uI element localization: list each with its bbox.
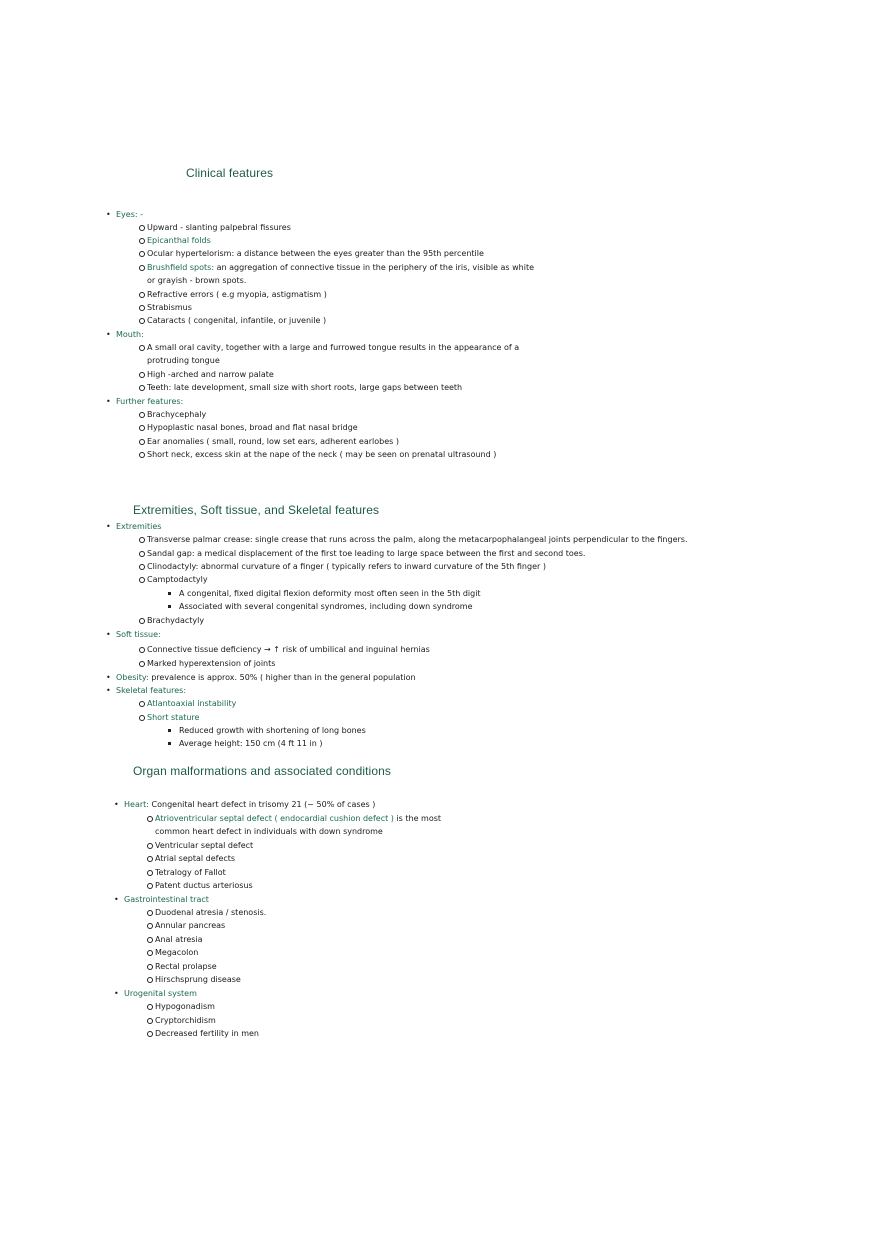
bullet-circle: [139, 452, 145, 458]
heart-line: [124, 800, 375, 810]
heart-item: Tetralogy of Fallot: [155, 868, 226, 877]
bullet-circle: [139, 618, 145, 624]
urogenital-label: Urogenital system: [124, 989, 197, 998]
bullet-circle: [139, 425, 145, 431]
mouth-item: Teeth: late development, small size with short roots, large gaps between teeth: [147, 383, 463, 392]
bullet-circle: [139, 715, 145, 721]
avsd-cont: common heart defect in individuals with down syndrome: [155, 827, 383, 836]
obesity-text: prevalence is approx. 50% ( higher than in the general population: [151, 673, 416, 682]
camptodactyly-sub: Associated with several congenital syndromes, including down syndrome: [179, 602, 473, 611]
further-item: Short neck, excess skin at the nape of the neck ( may be seen on prenatal ultrasound ): [147, 450, 497, 459]
mouth-item: A small oral cavity, together with a large and furrowed tongue results in the appearance of a: [147, 343, 520, 352]
avsd-line: [155, 814, 441, 824]
bullet-circle: [147, 910, 153, 916]
stature-sub: Reduced growth with shortening of long bones: [179, 726, 366, 735]
eyes-item: Refractive errors ( e.g myopia, astigmatism ): [147, 290, 327, 299]
bullet-circle: [147, 883, 153, 889]
bullet-circle: [147, 937, 153, 943]
bullet-dot: •: [106, 522, 111, 531]
skeletal-features-label: Skeletal features:: [116, 686, 187, 695]
bullet-dot: •: [106, 630, 111, 639]
extremities-item: Clinodactyly: abnormal curvature of a finger ( typically refers to inward curvature of the 5th finger ): [147, 562, 546, 571]
mouth-label: Mouth:: [116, 330, 144, 339]
avsd-text: is the most: [396, 814, 442, 823]
heart-item: Atrial septal defects: [155, 854, 236, 863]
bullet-circle: [139, 564, 145, 570]
bullet-circle: [139, 537, 145, 543]
bullet-circle: [147, 856, 153, 862]
bullet-circle: [139, 372, 145, 378]
bullet-circle: [147, 1018, 153, 1024]
bullet-dot: •: [106, 686, 111, 695]
bullet-circle: [147, 1031, 153, 1037]
soft-tissue-label: Soft tissue:: [116, 630, 161, 639]
bullet-circle: [147, 977, 153, 983]
eyes-label: Eyes: -: [116, 210, 144, 219]
gi-item: Hirschsprung disease: [155, 975, 241, 984]
bullet-circle: [139, 701, 145, 707]
bullet-dot: •: [106, 397, 111, 406]
brushfield-spots-line: [147, 263, 534, 273]
brushfield-label: Brushfield spots:: [147, 263, 215, 272]
extremities-heading: Extremities, Soft tissue, and Skeletal features: [133, 503, 380, 517]
bullet-circle: [139, 439, 145, 445]
gi-item: Duodenal atresia / stenosis.: [155, 908, 267, 917]
bullet-square: [168, 605, 171, 608]
uro-item: Hypogonadism: [155, 1002, 215, 1011]
bullet-circle: [139, 385, 145, 391]
bullet-circle: [139, 412, 145, 418]
bullet-circle: [139, 225, 145, 231]
extremities-item: Camptodactyly: [147, 575, 208, 584]
stature-sub: Average height: 150 cm (4 ft 11 in ): [179, 739, 323, 748]
uro-item: Decreased fertility in men: [155, 1029, 259, 1038]
skeletal-item: Short stature: [147, 713, 200, 722]
bullet-dot: •: [106, 330, 111, 339]
eyes-item: Cataracts ( congenital, infantile, or juvenile ): [147, 316, 327, 325]
bullet-circle: [139, 265, 145, 271]
soft-tissue-item: Connective tissue deficiency → ↑ risk of umbilical and inguinal hernias: [147, 645, 430, 654]
eyes-item: Epicanthal folds: [147, 236, 211, 245]
obesity-label: Obesity:: [116, 673, 149, 682]
obesity-line: [116, 673, 416, 683]
brushfield-cont: or grayish - brown spots.: [147, 276, 247, 285]
extremities-item: Transverse palmar crease: single crease that runs across the palm, along the metacarpophalangeal joints perpendicular to the fingers.: [147, 535, 688, 544]
bullet-circle: [139, 318, 145, 324]
eyes-item: Strabismus: [147, 303, 192, 312]
bullet-circle: [147, 843, 153, 849]
bullet-circle: [147, 816, 153, 822]
further-item: Hypoplastic nasal bones, broad and flat nasal bridge: [147, 423, 358, 432]
heart-label: Heart:: [124, 800, 149, 809]
mouth-item: High -arched and narrow palate: [147, 370, 274, 379]
bullet-dot: •: [106, 673, 111, 682]
uro-item: Cryptorchidism: [155, 1016, 216, 1025]
bullet-circle: [139, 251, 145, 257]
bullet-circle: [147, 964, 153, 970]
mouth-item-cont: protruding tongue: [147, 356, 220, 365]
heart-item: Ventricular septal defect: [155, 841, 254, 850]
bullet-circle: [147, 1004, 153, 1010]
bullet-circle: [139, 292, 145, 298]
avsd-label: Atrioventricular septal defect ( endocardial cushion defect ): [155, 814, 394, 823]
bullet-circle: [147, 923, 153, 929]
heart-item: Patent ductus arteriosus: [155, 881, 253, 890]
camptodactyly-sub: A congenital, fixed digital flexion deformity most often seen in the 5th digit: [179, 589, 481, 598]
bullet-dot: •: [114, 800, 119, 809]
skeletal-item: Atlantoaxial instability: [147, 699, 237, 708]
organ-malformations-heading: Organ malformations and associated conditions: [133, 764, 391, 778]
extremities-item: Brachydactyly: [147, 616, 205, 625]
bullet-square: [168, 729, 171, 732]
gi-tract-label: Gastrointestinal tract: [124, 895, 209, 904]
heart-text: Congenital heart defect in trisomy 21 (~ 50% of cases ): [151, 800, 376, 809]
eyes-item: Ocular hypertelorism: a distance between the eyes greater than the 95th percentile: [147, 249, 484, 258]
bullet-dot: •: [106, 210, 111, 219]
extremities-label: Extremities: [116, 522, 162, 531]
extremities-item: Sandal gap: a medical displacement of the first toe leading to large space between the first and second toes.: [147, 549, 586, 558]
gi-item: Megacolon: [155, 948, 199, 957]
bullet-circle: [139, 238, 145, 244]
further-features-label: Further features:: [116, 397, 184, 406]
bullet-circle: [139, 305, 145, 311]
further-item: Brachycephaly: [147, 410, 207, 419]
gi-item: Rectal prolapse: [155, 962, 217, 971]
bullet-circle: [139, 345, 145, 351]
clinical-features-heading: Clinical features: [186, 166, 274, 180]
bullet-dot: •: [114, 989, 119, 998]
bullet-circle: [139, 577, 145, 583]
further-item: Ear anomalies ( small, round, low set ears, adherent earlobes ): [147, 437, 399, 446]
bullet-square: [168, 742, 171, 745]
bullet-circle: [139, 661, 145, 667]
bullet-circle: [139, 551, 145, 557]
gi-item: Annular pancreas: [155, 921, 226, 930]
eyes-item: Upward - slanting palpebral fissures: [147, 223, 291, 232]
gi-item: Anal atresia: [155, 935, 203, 944]
brushfield-text: an aggregation of connective tissue in the periphery of the iris, visible as white: [216, 263, 535, 272]
bullet-dot: •: [114, 895, 119, 904]
bullet-circle: [139, 647, 145, 653]
soft-tissue-item: Marked hyperextension of joints: [147, 659, 276, 668]
bullet-circle: [147, 870, 153, 876]
bullet-square: [168, 592, 171, 595]
bullet-circle: [147, 950, 153, 956]
